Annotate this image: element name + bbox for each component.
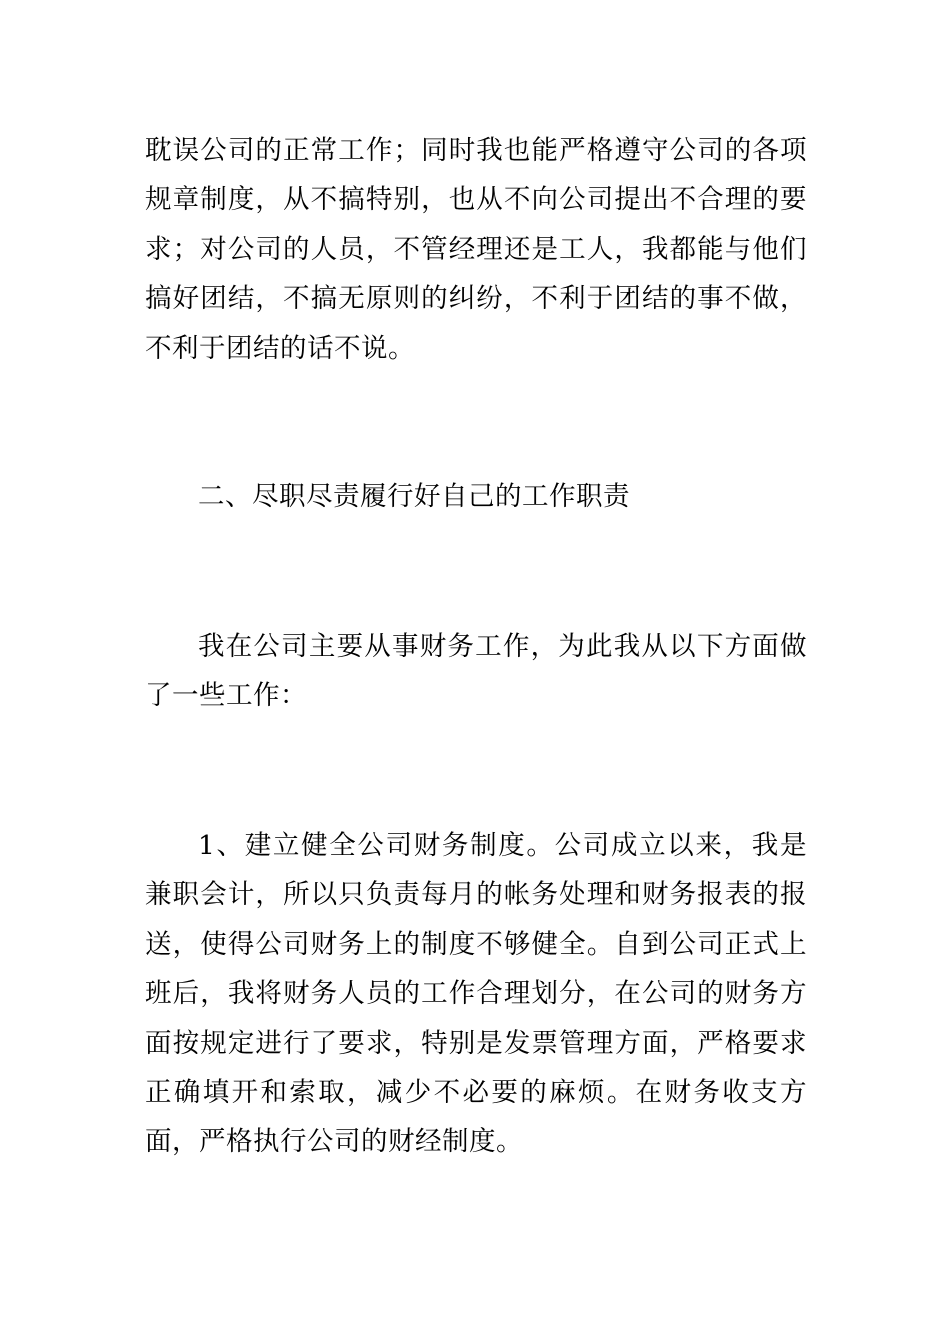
paragraph-continuation: 耽误公司的正常工作；同时我也能严格遵守公司的各项规章制度，从不搞特别，也从不向公司提出不合理的要求；对公司的人员，不管经理还是工人，我都能与他们搞好团结，不搞无原则的纠纷，不利于团结的事不做，不利于团结的话不说。 bbox=[145, 135, 807, 364]
paragraph-intro: 我在公司主要从事财务工作，为此我从以下方面做了一些工作： bbox=[145, 631, 807, 712]
paragraph-item-1: 1、建立健全公司财务制度。公司成立以来，我是兼职会计，所以只负责每月的帐务处理和财务报表的报送，使得公司财务上的制度不够健全。自到公司正式上班后，我将财务人员的工作合理划分，在公司的财务方面按规定进行了要求，特别是发票管理方面，严格要求正确填开和索取，减少不必要的麻烦。在财务收支方面，严格执行公司的财经制度。 bbox=[145, 830, 807, 1158]
section-heading: 二、尽职尽责履行好自己的工作职责 bbox=[198, 481, 630, 512]
